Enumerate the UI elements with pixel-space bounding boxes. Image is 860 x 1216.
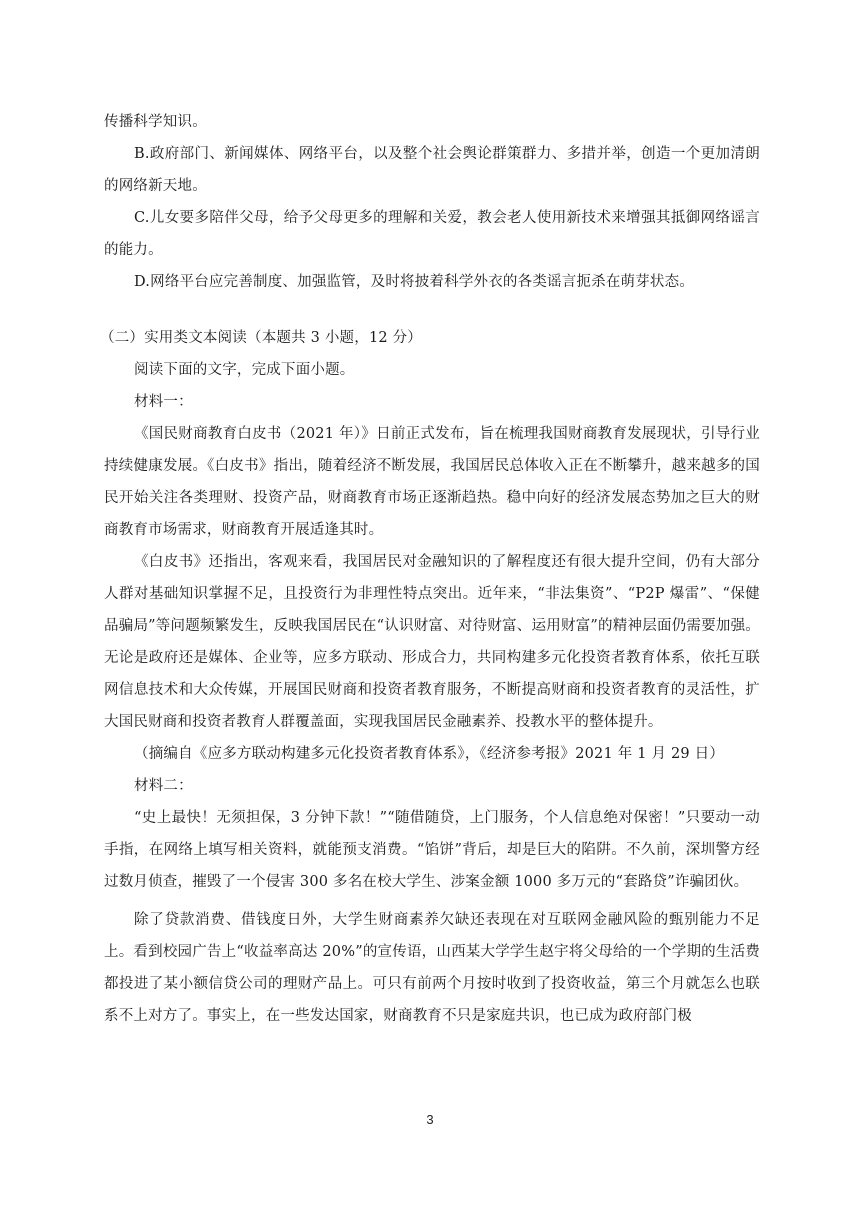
option-b: B.政府部门、新闻媒体、网络平台，以及整个社会舆论群策群力、多措并举，创造一个更加清朗的网络新天地。 — [104, 146, 760, 194]
option-c: C.儿女要多陪伴父母，给予父母更多的理解和关爱，教会老人使用新技术来增强其抵御网络谣言的能力。 — [104, 210, 760, 258]
paragraph-continued: 传播科学知识。 — [104, 114, 207, 130]
section-heading: （二）实用类文本阅读（本题共 3 小题，12 分） — [100, 330, 423, 346]
option-d: D.网络平台应完善制度、加强监管，及时将披着科学外衣的各类谣言扼杀在萌芽状态。 — [134, 274, 695, 290]
material-two-paragraph-2: 除了贷款消费、借钱度日外，大学生财商素养欠缺还表现在对互联网金融风险的甄别能力不足上。看到校园广告上“收益率高达 20%”的宣传语，山西某大学学生赵宇将父母给的一个学期的生活费都投进了某小额信贷公司的理财产品上。可只有前两个月按时收到了投资收益，第三个月就怎么也联系不上对方了。事实上，在一些发达国家，财商教育不只是家庭共识，也已成为政府部门极 — [104, 912, 760, 1024]
source-citation: （摘编自《应多方联动构建多元化投资者教育体系》，《经济参考报》2021 年 1 月 29 日） — [134, 746, 725, 762]
document-body — [100, 106, 760, 1032]
material-one-paragraph-2: 《白皮书》还指出，客观来看，我国居民对金融知识的了解程度还有很大提升空间，仍有大部分人群对基础知识掌握不足，且投资行为非理性特点突出。近年来，“非法集资”、“P2P 爆雷”、“保健品骗局”等问题频繁发生，反映我国居民在“认识财富、对待财富、运用财富”的精神层面仍需要加强。无论是政府还是媒体、企业等，应多方联动、形成合力，共同构建多元化投资者教育体系，依托互联网信息技术和大众传媒，开展国民财商和投资者教育服务，不断提高财商和投资者教育的灵活性，扩大国民财商和投资者教育人群覆盖面，实现我国居民金融素养、投教水平的整体提升。 — [104, 554, 760, 730]
instruction-text: 阅读下面的文字，完成下面小题。 — [134, 362, 355, 378]
material-one-label: 材料一： — [134, 394, 193, 410]
material-one-paragraph-1: 《国民财商教育白皮书（2021 年）》日前正式发布，旨在梳理我国财商教育发展现状，引导行业持续健康发展。《白皮书》指出，随着经济不断发展，我国居民总体收入正在不断攀升，越来越多的国民开始关注各类理财、投资产品，财商教育市场正逐渐趋热。稳中向好的经济发展态势加之巨大的财商教育市场需求，财商教育开展适逢其时。 — [104, 426, 760, 538]
page-number: 3 — [426, 1112, 434, 1127]
material-two-label: 材料二： — [134, 778, 193, 794]
material-two-paragraph-1: “史上最快！无须担保，3 分钟下款！”“随借随贷，上门服务，个人信息绝对保密！”只要动一动手指，在网络上填写相关资料，就能预支消费。“馅饼”背后，却是巨大的陷阱。不久前，深圳警方经过数月侦查，摧毁了一个侵害 300 多名在校大学生、涉案金额 1000 多万元的“套路贷”诈骗团伙。 — [104, 810, 760, 890]
